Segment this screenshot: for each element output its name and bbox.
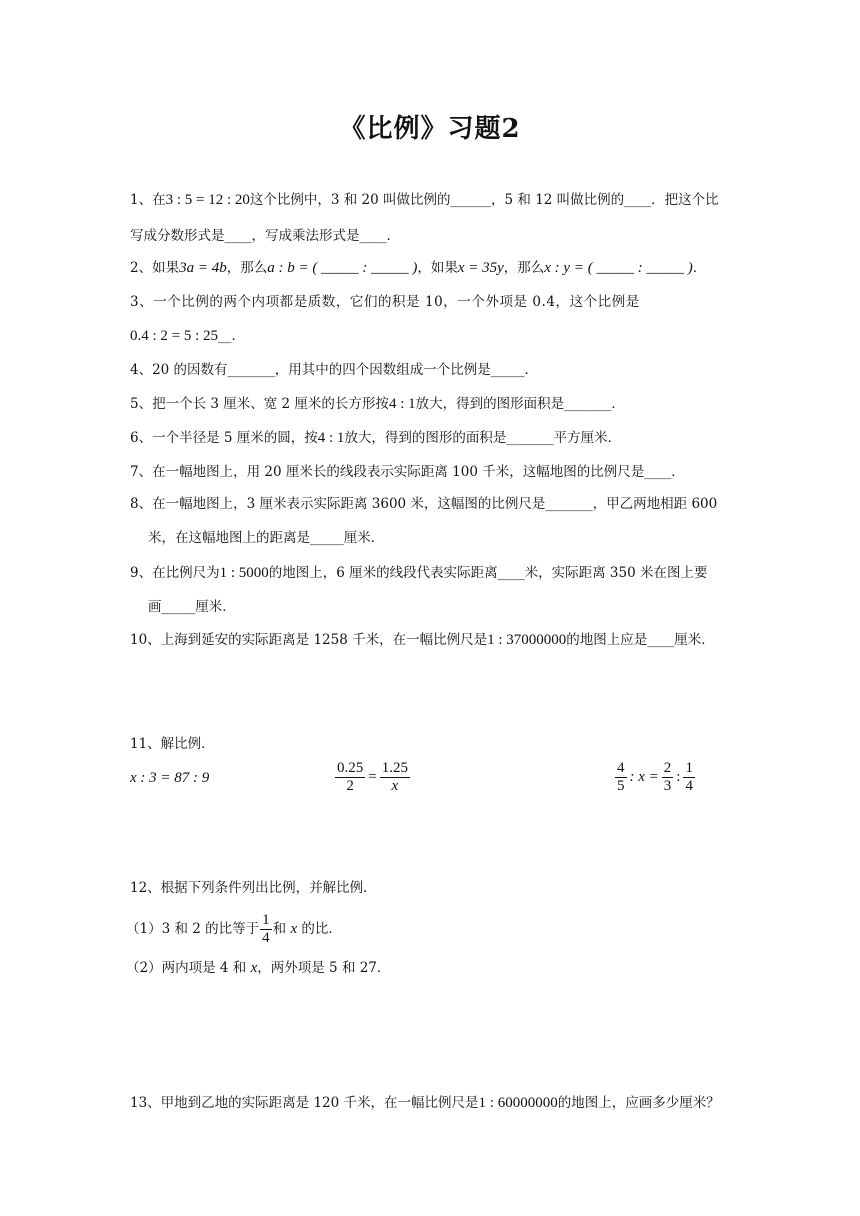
q2-text-c: ，如果: [417, 260, 458, 276]
q2-expr-2: a : b = ( _____ : _____ ): [267, 260, 418, 276]
q1-text-b: 这个比例中，3 和 20 叫做比例的______，5 和 12 叫做比例的____．把这个比: [249, 192, 719, 208]
q11-eq3-fraction-3: [683, 760, 695, 795]
q11-eq3-colon: :: [676, 769, 681, 785]
q11-eq3-f3-den: 4: [685, 778, 693, 794]
question-10: [130, 630, 740, 650]
q11-eq3-mid: : x =: [629, 769, 659, 785]
q2-text-d: ，那么: [503, 260, 545, 276]
q2-expr-1: 3a = 4b: [179, 260, 227, 276]
question-12-part-2: [126, 958, 736, 978]
question-3: 3、一个比例的两个内项都是质数，它们的积是 10，一个外项是 0.4，这个比例是: [130, 294, 640, 310]
q12-p1-text-c: 的比．: [301, 921, 342, 937]
q5-text-a: 5、把一个长 3 厘米、宽 2 厘米的长方形按: [130, 396, 389, 412]
q10-text-b: 的地图上应是____厘米．: [566, 632, 715, 648]
question-8-line-2: 米，在这幅地图上的距离是_____厘米．: [148, 530, 385, 546]
q2-expr-4: x : y = ( _____ : _____ ): [544, 260, 693, 276]
page-title: 《比例》习题2: [339, 114, 521, 144]
question-6: [130, 428, 740, 448]
q9-text-b: 的地图上，6 厘米的线段代表实际距离____米，实际距离 350 米在图上要: [268, 565, 708, 581]
question-1: [130, 190, 740, 210]
question-9: [130, 563, 740, 583]
q1-ratio-expr: 3 : 5 = 12 : 20: [165, 192, 250, 208]
q12-p1-var: x: [290, 921, 298, 937]
q12-p1-text-b: 和: [272, 921, 287, 937]
q11-equation-3: [614, 760, 696, 795]
q11-eq2-right-den: x: [391, 778, 399, 794]
q5-text-b: 放大，得到的图形面积是_______．: [415, 396, 625, 412]
q11-equation-1: x : 3 = 87 : 9: [130, 770, 210, 786]
q11-eq2-equals: =: [368, 769, 377, 785]
question-11-label: 11、解比例．: [130, 736, 215, 752]
q6-ratio-expr: 4 : 1: [317, 430, 345, 446]
q5-ratio-expr: 4 : 1: [388, 396, 416, 412]
question-1-line-2: 写成分数形式是____，写成乘法形式是____．: [130, 228, 400, 244]
q2-text-e: ．: [692, 260, 707, 276]
q10-scale-expr: 1 : 37000000: [487, 632, 567, 648]
q12-p1-num: 1: [262, 912, 270, 928]
q12-p2-var: x: [250, 960, 258, 976]
question-5: [130, 394, 740, 414]
q13-text-a: 13、甲地到乙地的实际距离是 120 千米，在一幅比例尺是: [130, 1095, 479, 1111]
q13-text-b: 的地图上，应画多少厘米？: [557, 1095, 720, 1111]
q12-p2-text-b: ，两外项是 5 和 27．: [257, 960, 391, 976]
question-2: [130, 258, 740, 278]
q3-tail: __．: [218, 328, 246, 344]
question-12-part-1: [126, 912, 736, 947]
question-8: 8、在一幅地图上，3 厘米表示实际距离 3600 米，这幅图的比例尺是_______，甲乙两地相距 600: [130, 496, 718, 512]
q9-scale-expr: 1 : 5000: [219, 565, 269, 581]
q11-eq3-f2-num: 2: [663, 760, 672, 776]
question-12-label: 12、根据下列条件列出比例，并解比例．: [130, 880, 377, 896]
q11-equation-2: [334, 760, 411, 795]
q11-eq2-left-fraction: [335, 760, 365, 795]
q2-expr-3: x = 35y: [457, 260, 504, 276]
q11-eq3-f1-den: 5: [617, 778, 625, 794]
q9-text-a: 9、在比例尺为: [130, 565, 220, 581]
q11-eq2-right-num: 1.25: [381, 760, 408, 776]
q3-ratio-expr: 0.4 : 2 = 5 : 25: [130, 328, 219, 344]
question-13: [130, 1093, 740, 1113]
q11-eq2-left-den: 2: [346, 778, 354, 794]
q12-p1-text-a: （1）3 和 2 的比等于: [126, 921, 260, 937]
q2-text-a: 2、如果: [130, 260, 180, 276]
question-7: 7、在一幅地图上，用 20 厘米长的线段表示实际距离 100 千米，这幅地图的比例尺是____．: [130, 464, 685, 480]
q1-text-a: 1、在: [130, 192, 166, 208]
q6-text-a: 6、一个半径是 5 厘米的圆，按: [130, 430, 318, 446]
q13-scale-expr: 1 : 60000000: [478, 1095, 558, 1111]
question-3-line-2: [130, 326, 740, 346]
q12-p2-text-a: （2）两内项是 4 和: [126, 960, 247, 976]
q12-p1-den: 4: [262, 930, 270, 946]
question-9-line-2: 画_____厘米．: [148, 599, 236, 615]
q12-p1-fraction: [260, 912, 272, 947]
q10-text-a: 10、上海到延安的实际距离是 1258 千米，在一幅比例尺是: [130, 632, 488, 648]
q11-eq3-f3-num: 1: [685, 760, 693, 776]
q11-eq2-right-fraction: [380, 760, 410, 795]
question-4: 4、20 的因数有_______，用其中的四个因数组成一个比例是_____．: [130, 362, 539, 378]
q6-text-b: 放大，得到的图形的面积是_______平方厘米．: [344, 430, 622, 446]
q2-text-b: ，那么: [226, 260, 268, 276]
q11-eq3-f1-num: 4: [617, 760, 625, 776]
q11-eq3-fraction-1: [615, 760, 627, 795]
q11-eq2-left-num: 0.25: [337, 760, 364, 776]
q11-eq3-f2-den: 3: [663, 778, 672, 794]
q11-eq3-fraction-2: [662, 760, 674, 795]
